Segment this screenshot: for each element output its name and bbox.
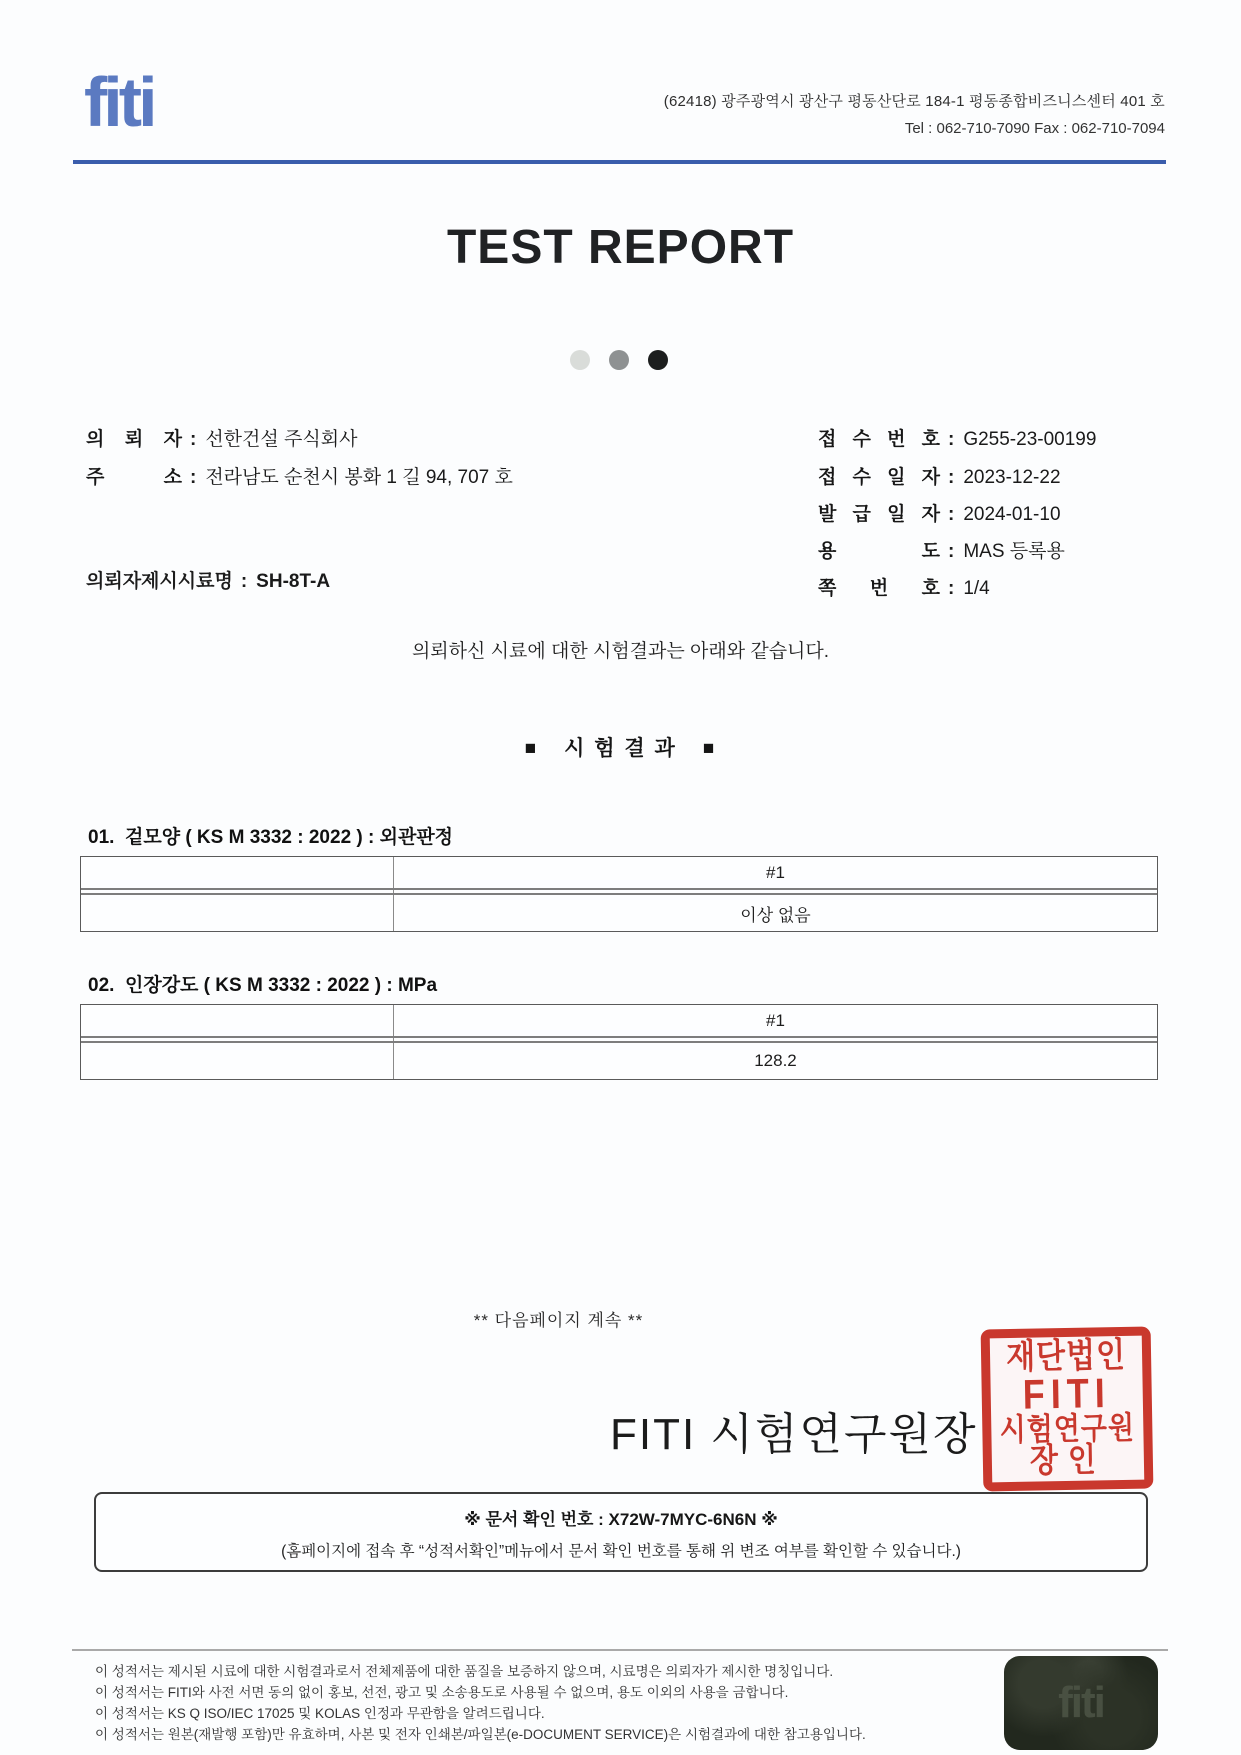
section-1-title: 겉모양 ( KS M 3332 : 2022 ) : 외관판정	[124, 827, 454, 848]
results-heading	[0, 732, 1241, 762]
page-title: TEST REPORT	[446, 221, 795, 274]
receipt-date-value: 2023-12-22	[963, 467, 1061, 488]
dot-light-icon	[570, 350, 590, 370]
table-label-cell	[81, 1005, 394, 1036]
table-value-row	[81, 895, 1157, 931]
stamp-text: 장인	[1029, 1441, 1107, 1480]
table-header-row	[81, 1005, 1157, 1038]
lab-address-block	[664, 90, 1165, 137]
footer-disclaimer-line: 이 성적서는 KS Q ISO/IEC 17025 및 KOLAS 인정과 무관함을 알려드립니다.	[95, 1706, 545, 1721]
table-label-cell	[81, 1043, 394, 1079]
page-number-row	[818, 573, 990, 600]
header-divider-rule	[73, 160, 1166, 164]
black-square-icon: ■	[702, 738, 717, 759]
footer-divider-rule	[72, 1649, 1168, 1651]
table-column-header: #1	[766, 1010, 785, 1030]
section-2-table	[80, 1004, 1158, 1080]
footer-disclaimers	[95, 1661, 866, 1745]
sample-name-row	[86, 566, 330, 593]
title-divider-dots	[570, 350, 668, 370]
address-label: 주 소	[86, 467, 182, 488]
receipt-no-value: G255-23-00199	[963, 429, 1097, 450]
stamp-text: FITI	[1022, 1369, 1112, 1418]
stamp-text: 재단법인	[1005, 1336, 1127, 1377]
colon: :	[948, 541, 955, 562]
fiti-logo: fiti	[84, 63, 154, 141]
issue-date-row	[818, 499, 1061, 526]
address-value: 전라남도 순천시 봉화 1 길 94, 707 호	[205, 467, 513, 488]
section-1-heading	[88, 822, 453, 849]
stamp-text: 시험연구원	[999, 1410, 1136, 1448]
colon: :	[240, 571, 248, 592]
director-signature: FITI 시험연구원장	[610, 1410, 978, 1459]
dot-dark-icon	[648, 350, 668, 370]
footer-fiti-stamp-logo	[1004, 1656, 1158, 1750]
receipt-no-label: 접 수 번 호	[818, 429, 940, 450]
table-label-cell	[81, 895, 394, 931]
client-value: 선한건설 주식회사	[205, 429, 358, 450]
section-2-title: 인장강도 ( KS M 3332 : 2022 ) : MPa	[124, 975, 438, 996]
table-column-header: #1	[766, 862, 785, 882]
results-heading-text: 시 험 결 과	[564, 737, 677, 760]
footer-disclaimer-line: 이 성적서는 제시된 시료에 대한 시험결과로서 전체제품에 대한 품질을 보증하지 않으며, 시료명은 의뢰자가 제시한 명칭입니다.	[95, 1664, 834, 1679]
receipt-no-row	[818, 424, 1096, 451]
verification-note: (홈페이지에 접속 후 “성적서확인”메뉴에서 문서 확인 번호를 통해 위 변조 여부를 확인할 수 있습니다.)	[281, 1543, 961, 1560]
table-separator-cell	[81, 1038, 394, 1041]
colon: :	[190, 429, 197, 450]
footer-disclaimer-line: 이 성적서는 FITI와 사전 서면 동의 없이 홍보, 선전, 광고 및 소송용도로 사용될 수 없으며, 용도 이외의 사용을 금합니다.	[95, 1685, 789, 1700]
dot-mid-icon	[609, 350, 629, 370]
issue-date-label: 발 급 일 자	[818, 504, 940, 525]
section-1-number: 01.	[88, 827, 115, 848]
colon: :	[948, 467, 955, 488]
receipt-date-label: 접 수 일 자	[818, 467, 940, 488]
receipt-date-row	[818, 462, 1061, 489]
page-number-value: 1/4	[963, 578, 990, 599]
table-header-row	[81, 857, 1157, 890]
footer-fiti-logo-text: fiti	[1058, 1678, 1104, 1727]
page-number-label: 쪽 번 호	[818, 578, 940, 599]
colon: :	[948, 578, 955, 599]
colon: :	[948, 429, 955, 450]
colon: :	[948, 504, 955, 525]
intro-sentence: 의뢰하신 시료에 대한 시험결과는 아래와 같습니다.	[411, 641, 830, 662]
colon: :	[190, 467, 197, 488]
purpose-value: MAS 등록용	[963, 541, 1065, 562]
verification-number: ※ 문서 확인 번호 : X72W-7MYC-6N6N ※	[464, 1510, 778, 1529]
continuation-note: ** 다음페이지 계속 **	[473, 1311, 644, 1330]
section-2-number: 02.	[88, 975, 115, 996]
footer-disclaimer-line: 이 성적서는 원본(재발행 포함)만 유효하며, 사본 및 전자 인쇄본/파일본(e-DOCUMENT SERVICE)은 시험결과에 대한 참고용입니다.	[95, 1727, 866, 1742]
document-verification-box	[94, 1492, 1148, 1572]
client-row	[86, 424, 357, 451]
section-2-heading	[88, 970, 437, 997]
lab-address: (62418) 광주광역시 광산구 평동산단로 184-1 평동종합비즈니스센터 401 호	[663, 93, 1165, 110]
table-separator-cell	[394, 890, 1157, 893]
table-value-row	[81, 1043, 1157, 1079]
table-label-cell	[81, 857, 394, 888]
purpose-row	[818, 536, 1065, 563]
table-separator-cell	[81, 890, 394, 893]
sample-name-label: 의뢰자제시시료명	[86, 571, 233, 592]
purpose-label: 용 도	[818, 541, 940, 562]
lab-contact: Tel : 062-710-7090 Fax : 062-710-7094	[904, 120, 1165, 137]
address-row	[86, 462, 513, 489]
sample-name-value: SH-8T-A	[256, 571, 331, 592]
official-seal-stamp	[981, 1327, 1154, 1492]
issue-date-value: 2024-01-10	[963, 504, 1061, 525]
client-label: 의 뢰 자	[86, 429, 182, 450]
table-result-value: 이상 없음	[740, 905, 811, 925]
section-1-table	[80, 856, 1158, 932]
table-result-value: 128.2	[754, 1051, 797, 1070]
table-separator-cell	[394, 1038, 1157, 1041]
black-square-icon: ■	[524, 738, 539, 759]
